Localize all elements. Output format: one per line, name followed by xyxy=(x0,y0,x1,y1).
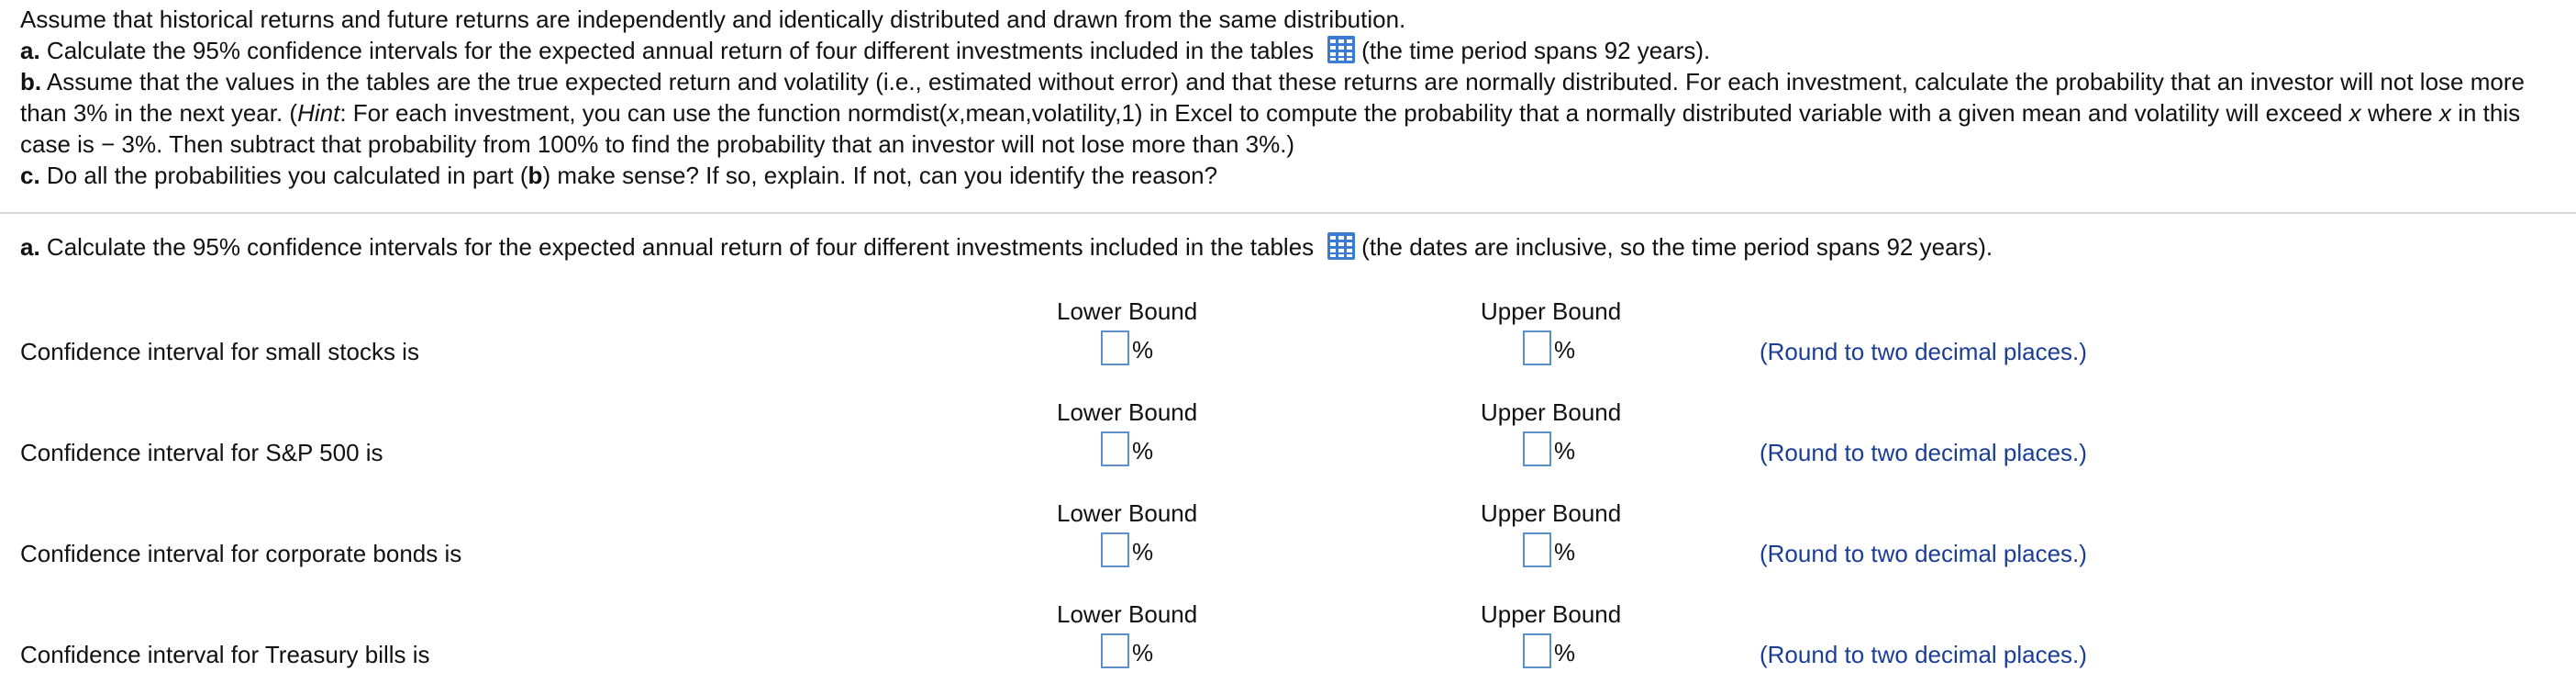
rounding-hint: (Round to two decimal places.) xyxy=(1760,439,2087,466)
ci-description: Confidence interval for S&P 500 is xyxy=(20,439,383,466)
upper-bound-input[interactable] xyxy=(1523,431,1551,466)
percent-unit: % xyxy=(1132,639,1154,666)
x-variable: x xyxy=(947,99,960,127)
part-c-text-before: Do all the probabilities you calculated in part ( xyxy=(46,162,528,189)
rounding-hint: (Round to two decimal places.) xyxy=(1760,540,2087,567)
lower-bound-header: Lower Bound xyxy=(1057,600,1198,628)
lower-bound-input[interactable] xyxy=(1101,633,1129,668)
percent-unit: % xyxy=(1132,437,1154,465)
part-a-question xyxy=(20,231,1993,263)
percent-unit: % xyxy=(1554,639,1576,666)
rounding-hint: (Round to two decimal places.) xyxy=(1760,641,2087,668)
part-a-text-after: (the time period spans 92 years). xyxy=(1361,37,1711,64)
percent-unit: % xyxy=(1554,538,1576,565)
lower-bound-header: Lower Bound xyxy=(1057,297,1198,325)
ci-description: Confidence interval for Treasury bills is xyxy=(20,641,430,668)
table-grid-icon[interactable] xyxy=(1327,35,1356,64)
part-b-label: b. xyxy=(20,68,42,95)
part-b-text-4: where xyxy=(2360,99,2439,127)
part-b-text-5: in this case is − 3%. Then subtract that probability from 100% to find the probability that an investor will not lose more than 3%.) xyxy=(20,99,2521,158)
part-c-ref: b xyxy=(527,162,543,189)
section-divider xyxy=(0,212,2576,214)
ci-row-treasury-bills xyxy=(0,600,2576,683)
rounding-hint: (Round to two decimal places.) xyxy=(1760,338,2087,365)
ci-row-sp500 xyxy=(0,398,2576,481)
ci-description: Confidence interval for corporate bonds is xyxy=(20,540,462,567)
upper-bound-header: Upper Bound xyxy=(1481,600,1622,628)
problem-part-c xyxy=(20,160,2570,191)
upper-bound-header: Upper Bound xyxy=(1481,499,1622,527)
percent-unit: % xyxy=(1554,437,1576,465)
part-a-question-text: Calculate the 95% confidence intervals for the expected annual return of four different investments included in the tables xyxy=(46,233,1315,261)
x-variable: x xyxy=(2348,99,2361,127)
ci-row-corporate-bonds xyxy=(0,499,2576,582)
percent-unit: % xyxy=(1132,538,1154,565)
percent-unit: % xyxy=(1554,336,1576,364)
problem-part-a xyxy=(20,35,2570,66)
part-c-label: c. xyxy=(20,162,40,189)
x-variable: x xyxy=(2438,99,2451,127)
lower-bound-header: Lower Bound xyxy=(1057,398,1198,426)
ci-row-small-stocks xyxy=(0,297,2576,380)
part-c-text-after: ) make sense? If so, explain. If not, can you identify the reason? xyxy=(542,162,1218,189)
upper-bound-header: Upper Bound xyxy=(1481,297,1622,325)
part-a-question-label: a. xyxy=(20,233,40,261)
hint-word: Hint xyxy=(297,99,340,127)
table-grid-icon[interactable] xyxy=(1327,231,1356,261)
lower-bound-input[interactable] xyxy=(1101,431,1129,466)
percent-unit: % xyxy=(1132,336,1154,364)
part-b-text-1: Assume that the values in the tables are the true expected return and volatility (i.e., estimated without error) and that these returns are normally distributed. For each investment, calculate the probability that an investor will not lose more than 3% in the next year. ( xyxy=(20,68,2525,127)
problem-part-b xyxy=(20,66,2570,160)
part-a-label: a. xyxy=(20,37,40,64)
part-a-question-text-after: (the dates are inclusive, so the time period spans 92 years). xyxy=(1361,233,1993,261)
part-a-text: Calculate the 95% confidence intervals for the expected annual return of four different investments included in the tables xyxy=(46,37,1315,64)
ci-description: Confidence interval for small stocks is xyxy=(20,338,419,365)
problem-statement xyxy=(20,4,2570,191)
upper-bound-input[interactable] xyxy=(1523,532,1551,567)
upper-bound-input[interactable] xyxy=(1523,330,1551,365)
lower-bound-input[interactable] xyxy=(1101,532,1129,567)
lower-bound-header: Lower Bound xyxy=(1057,499,1198,527)
upper-bound-header: Upper Bound xyxy=(1481,398,1622,426)
part-b-text-2: : For each investment, you can use the function normdist( xyxy=(339,99,948,127)
upper-bound-input[interactable] xyxy=(1523,633,1551,668)
problem-intro: Assume that historical returns and future returns are independently and identically distributed and drawn from the same distribution. xyxy=(20,6,1406,33)
part-b-text-3: ,mean,volatility,1) in Excel to compute the probability that a normally distributed variable with a given mean and volatility will exceed xyxy=(959,99,2349,127)
lower-bound-input[interactable] xyxy=(1101,330,1129,365)
